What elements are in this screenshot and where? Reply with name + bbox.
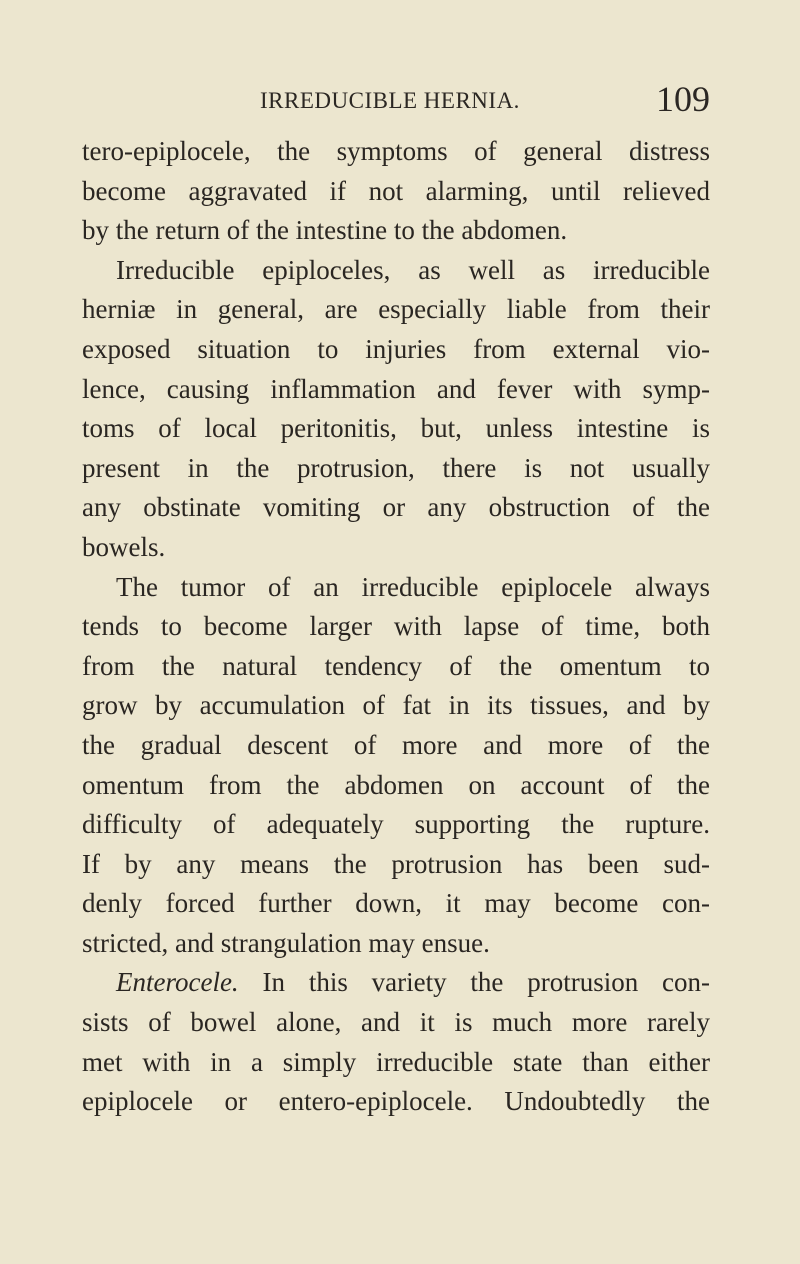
text-line: present in the protrusion, there is not usually <box>82 452 710 483</box>
text-line: grow by accumulation of fat in its tissues, and by <box>82 690 710 721</box>
text-line: the gradual descent of more and more of the <box>82 729 710 760</box>
text-line: any obstinate vomiting or any obstruction of the <box>82 492 710 523</box>
text-line: sists of bowel alone, and it is much more rarely <box>82 1007 710 1038</box>
running-head: IRREDUCIBLE HERNIA. <box>260 88 520 113</box>
text-line <box>82 963 710 1003</box>
text-line: by the return of the intestine to the abdomen. <box>82 215 568 246</box>
body-text <box>82 132 710 1122</box>
page-number: 109 <box>656 79 710 119</box>
text-line: toms of local peritonitis, but, unless intestine is <box>82 413 710 444</box>
text-line: difficulty of adequately supporting the rupture. <box>82 809 710 840</box>
page-header <box>80 79 710 122</box>
text-line: denly forced further down, it may become con- <box>82 888 710 919</box>
text-line: tero-epiplocele, the symptoms of general distress <box>82 136 710 166</box>
text-line: epiplocele or entero-epiplocele. Undoubtedly the <box>82 1086 710 1117</box>
text-line-rest: In this variety the protrusion con- <box>262 967 711 998</box>
text-line: stricted, and strangulation may ensue. <box>82 927 490 958</box>
text-line: lence, causing inflammation and fever with symp- <box>82 373 710 404</box>
text-line: exposed situation to injuries from external vio- <box>82 333 710 364</box>
text-line: bowels. <box>82 531 166 562</box>
text-line: omentum from the abdomen on account of the <box>82 769 710 800</box>
text-line: If by any means the protrusion has been sud- <box>82 848 710 879</box>
text-line: become aggravated if not alarming, until relieved <box>82 175 710 206</box>
text-line: herniæ in general, are especially liable from their <box>82 294 710 325</box>
text-line: Irreducible epiploceles, as well as irreducible <box>116 254 710 285</box>
text-line: from the natural tendency of the omentum to <box>82 650 710 681</box>
text-line: met with in a simply irreducible state than either <box>82 1046 710 1077</box>
text-line: The tumor of an irreducible epiplocele always <box>116 571 710 602</box>
enterocele-heading: Enterocele. <box>116 967 239 998</box>
text-line: tends to become larger with lapse of time, both <box>82 611 710 642</box>
